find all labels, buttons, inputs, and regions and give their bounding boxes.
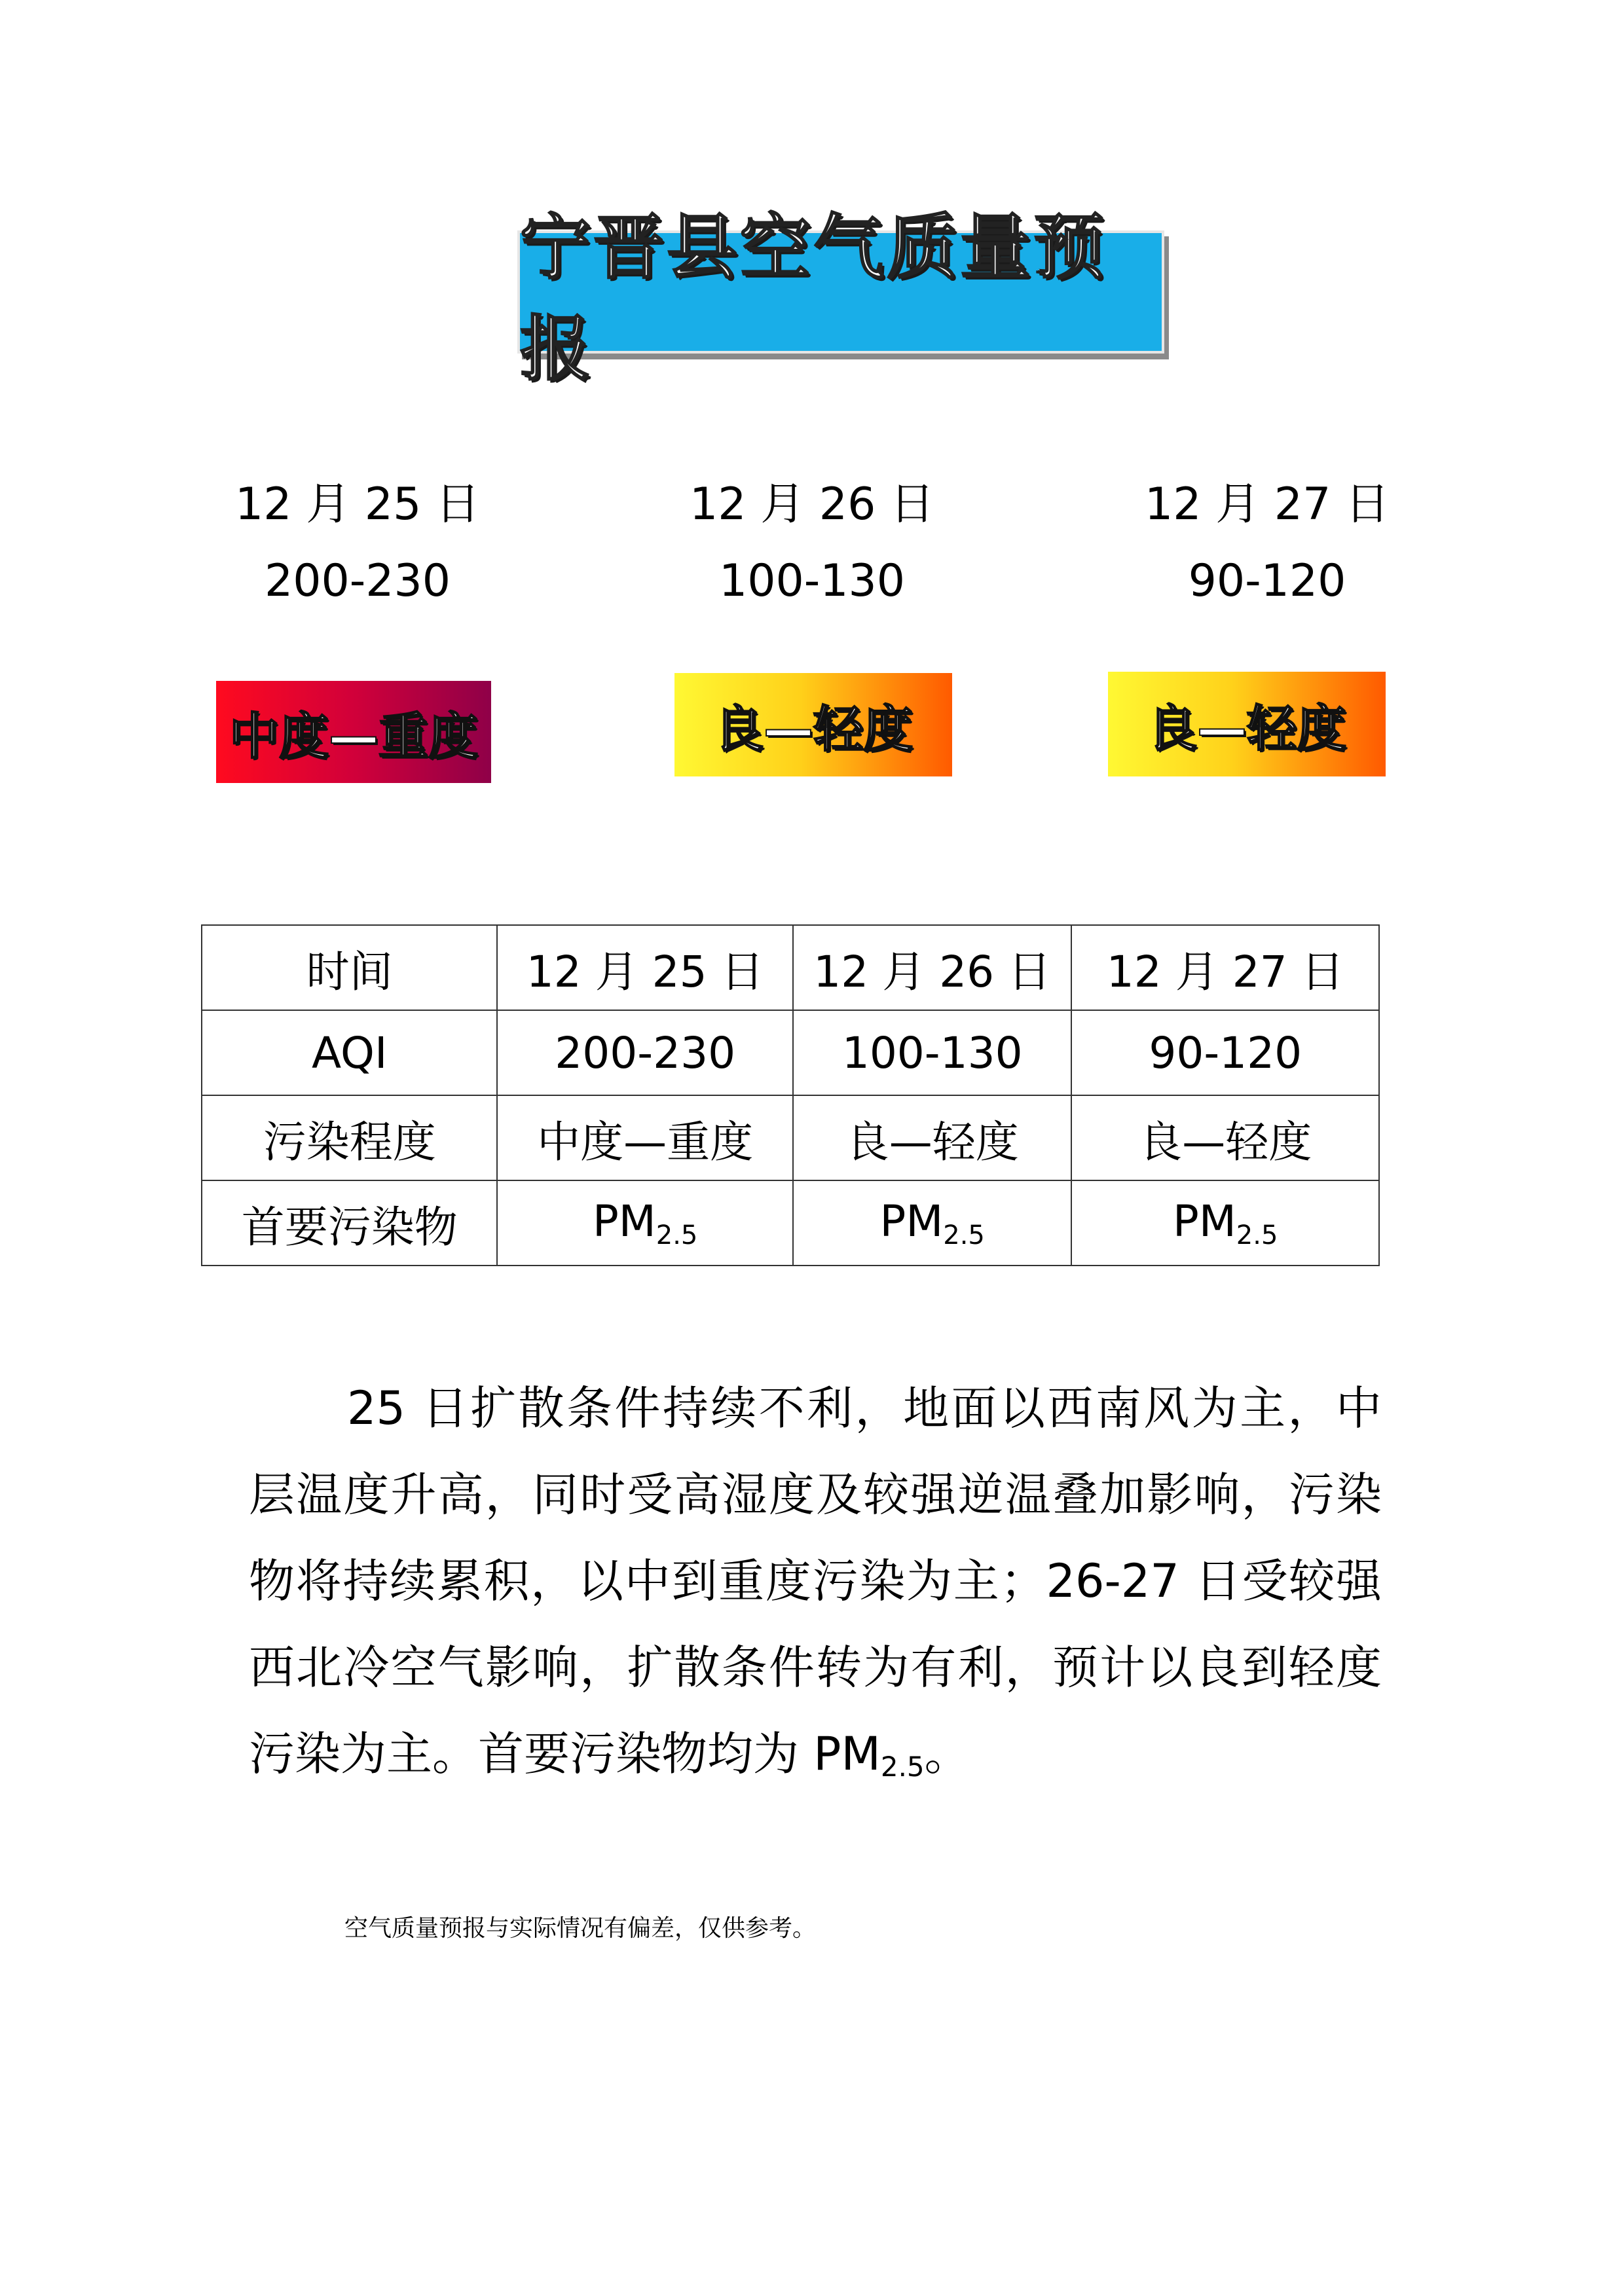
forecast-description-end: 。 [924, 1727, 970, 1781]
row-label-time: 时间 [202, 925, 497, 1010]
pollutant-name: PM [879, 1195, 944, 1247]
row-label-primary-pollutant: 首要污染物 [202, 1180, 497, 1266]
disclaimer: 空气质量预报与实际情况有偏差，仅供参考。 [344, 1915, 817, 1942]
pollution-level-badge-day-3 [1108, 672, 1386, 776]
table-cell-pollutant [497, 1180, 793, 1266]
table-cell-aqi: 200-230 [497, 1010, 793, 1095]
pollutant-name: PM [1173, 1195, 1236, 1247]
forecast-date: 12 月 25 日 [235, 479, 480, 530]
forecast-date: 12 月 26 日 [690, 479, 934, 530]
table-row [202, 1095, 1379, 1180]
pollutant-name: PM [593, 1195, 656, 1247]
table-cell-aqi: 100-130 [793, 1010, 1072, 1095]
pollution-level-badge-day-1 [216, 681, 491, 783]
table-cell-aqi: 90-120 [1071, 1010, 1379, 1095]
table-cell-pollutant [793, 1180, 1072, 1266]
row-label-pollution-level: 污染程度 [202, 1095, 497, 1180]
pollutant-subscript: 2.5 [1236, 1220, 1278, 1250]
page-title: 宁晋县空气质量预报 [520, 207, 1107, 390]
table-cell-date: 12 月 25 日 [497, 925, 793, 1010]
table-cell-level: 中度—重度 [497, 1095, 793, 1180]
pollutant-subscript: 2.5 [655, 1220, 698, 1250]
table-cell-date: 12 月 26 日 [793, 925, 1072, 1010]
table-row [202, 1180, 1379, 1266]
pollution-level-label: 中度—重度 [229, 706, 478, 765]
pollution-level-label: 良—轻度 [714, 699, 913, 758]
row-label-aqi: AQI [202, 1010, 497, 1095]
forecast-description-subscript: 2.5 [880, 1751, 925, 1783]
table-cell-date: 12 月 27 日 [1071, 925, 1379, 1010]
pollution-level-label: 良—轻度 [1147, 699, 1346, 757]
pollution-level-badge-day-2 [674, 673, 952, 776]
table-row [202, 925, 1379, 1010]
table-cell-level: 良—轻度 [793, 1095, 1072, 1180]
forecast-description-text: 25 日扩散条件持续不利，地面以西南风为主，中层温度升高，同时受高湿度及较强逆温叠加影响，污染物将持续累积，以中到重度污染为主；26-27 日受较强西北冷空气影响，扩散条件转为有利，预计以良到轻度污染为主。首要污染物均为 PM [249, 1381, 1382, 1781]
table-cell-pollutant [1071, 1180, 1379, 1266]
forecast-description [249, 1365, 1382, 1810]
table-row [202, 1010, 1379, 1095]
forecast-date: 12 月 27 日 [1145, 479, 1390, 530]
table-cell-level: 良—轻度 [1071, 1095, 1379, 1180]
forecast-aqi: 100-130 [718, 555, 906, 607]
forecast-table [201, 924, 1380, 1266]
pollutant-subscript: 2.5 [943, 1220, 985, 1250]
title-banner [517, 207, 1164, 390]
forecast-aqi: 200-230 [264, 555, 451, 607]
forecast-aqi: 90-120 [1188, 555, 1346, 607]
